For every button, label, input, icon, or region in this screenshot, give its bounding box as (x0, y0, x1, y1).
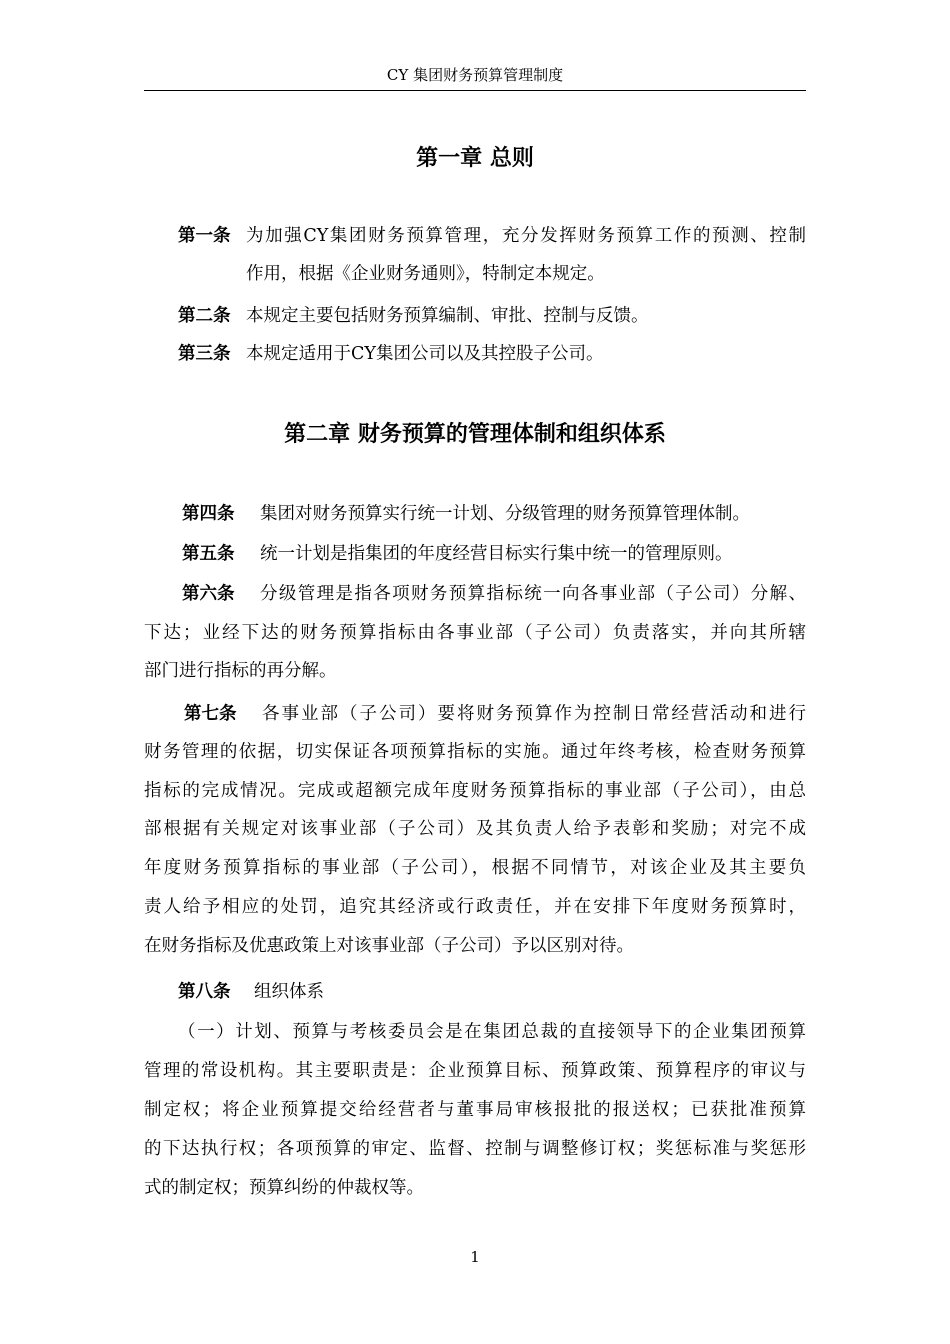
page-number: 1 (470, 1248, 480, 1266)
subsection-1-line-3: 制定权；将企业预算提交给经营者与董事局审核报批的报送权；已获批准预算 (144, 1100, 806, 1120)
subsection-1-line-2: 管理的常设机构。其主要职责是：企业预算目标、预算政策、预算程序的审议与 (144, 1061, 806, 1081)
article-2-label: 第二条 (178, 306, 231, 326)
article-5-line-1: 统一计划是指集团的年度经营目标实行集中统一的管理原则。 (260, 544, 733, 564)
article-7-line-3: 指标的完成情况。完成或超额完成年度财务预算指标的事业部（子公司），由总 (144, 781, 806, 801)
article-1-label: 第一条 (178, 226, 231, 246)
article-1-line-2: 作用，根据《企业财务通则》，特制定本规定。 (246, 264, 605, 284)
article-7-line-6: 责人给予相应的处罚，追究其经济或行政责任，并在安排下年度财务预算时， (144, 897, 806, 917)
article-2-line-1: 本规定主要包括财务预算编制、审批、控制与反馈。 (246, 306, 649, 326)
article-4-label: 第四条 (182, 504, 235, 524)
article-7-line-2: 财务管理的依据，切实保证各项预算指标的实施。通过年终考核，检查财务预算 (144, 742, 806, 762)
article-7-line-1: 各事业部（子公司）要将财务预算作为控制日常经营活动和进行 (262, 704, 806, 724)
chapter-2-title: 第二章 财务预算的管理体制和组织体系 (284, 422, 666, 447)
subsection-1-line-4: 的下达执行权；各项预算的审定、监督、控制与调整修订权；奖惩标准与奖惩形 (144, 1139, 806, 1159)
chapter-1-title: 第一章 总则 (416, 146, 534, 171)
article-8-label: 第八条 (178, 982, 231, 1002)
article-6-line-3: 部门进行指标的再分解。 (144, 661, 337, 681)
article-8-line-1: 组织体系 (254, 982, 324, 1002)
subsection-1-line-1: （一）计划、预算与考核委员会是在集团总裁的直接领导下的企业集团预算 (178, 1022, 806, 1042)
article-1-line-1: 为加强CY集团财务预算管理，充分发挥财务预算工作的预测、控制 (246, 226, 806, 246)
subsection-1-line-5: 式的制定权；预算纠纷的仲裁权等。 (144, 1178, 424, 1198)
page-header: CY 集团财务预算管理制度 (144, 64, 806, 91)
article-3-line-1: 本规定适用于CY集团公司以及其控股子公司。 (246, 344, 604, 364)
article-5-label: 第五条 (182, 544, 235, 564)
article-7-label: 第七条 (184, 704, 237, 724)
article-7-line-5: 年度财务预算指标的事业部（子公司），根据不同情节，对该企业及其主要负 (144, 858, 806, 878)
article-6-line-1: 分级管理是指各项财务预算指标统一向各事业部（子公司）分解、 (260, 584, 806, 604)
article-4-line-1: 集团对财务预算实行统一计划、分级管理的财务预算管理体制。 (260, 504, 750, 524)
article-3-label: 第三条 (178, 344, 231, 364)
article-7-line-7: 在财务指标及优惠政策上对该事业部（子公司）予以区别对待。 (144, 936, 634, 956)
article-7-line-4: 部根据有关规定对该事业部（子公司）及其负责人给予表彰和奖励；对完不成 (144, 819, 806, 839)
article-6-line-2: 下达；业经下达的财务预算指标由各事业部（子公司）负责落实，并向其所辖 (144, 623, 806, 643)
article-6-label: 第六条 (182, 584, 235, 604)
